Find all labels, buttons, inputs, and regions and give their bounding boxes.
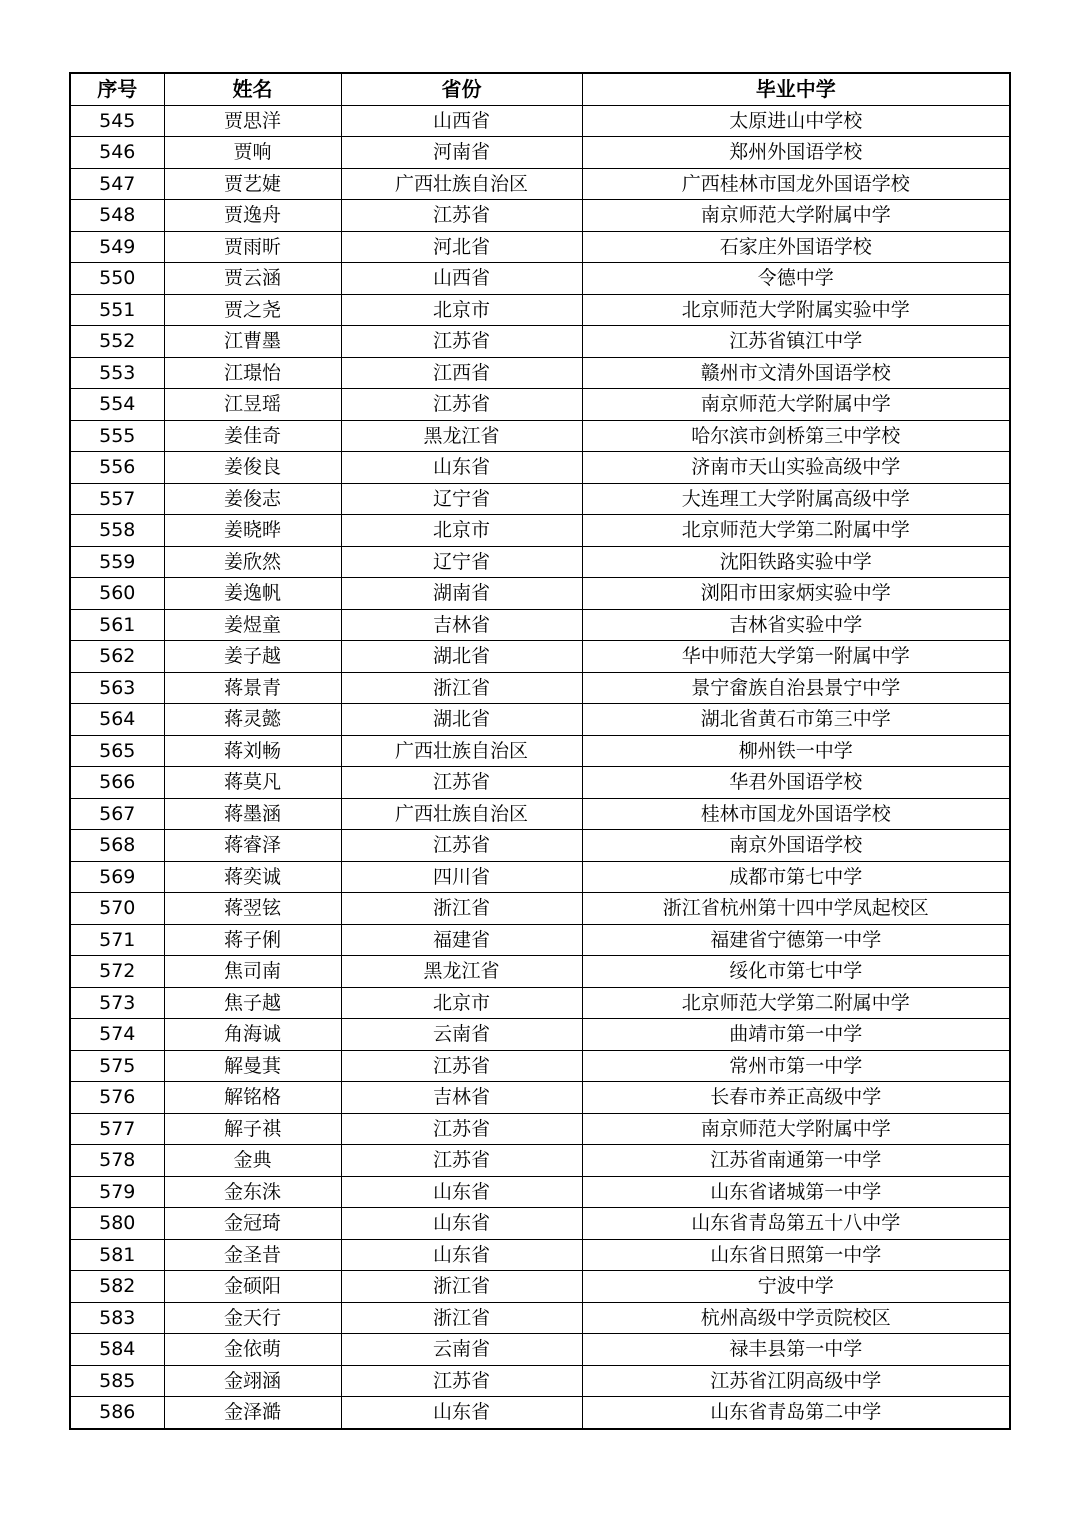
cell-name: 蒋子俐 <box>164 924 341 956</box>
cell-high-school: 太原进山中学校 <box>582 105 1010 137</box>
table-row <box>70 956 1010 988</box>
cell-name: 金泽澔 <box>164 1397 341 1429</box>
cell-high-school: 北京师范大学附属实验中学 <box>582 294 1010 326</box>
cell-province: 浙江省 <box>341 672 582 704</box>
table-row <box>70 294 1010 326</box>
cell-number: 548 <box>70 200 164 232</box>
cell-name: 角海诚 <box>164 1019 341 1051</box>
column-header-name: 姓名 <box>164 73 341 105</box>
cell-number: 560 <box>70 578 164 610</box>
cell-high-school: 常州市第一中学 <box>582 1050 1010 1082</box>
header-row <box>70 73 1010 105</box>
column-header-high-school: 毕业中学 <box>582 73 1010 105</box>
cell-province: 山东省 <box>341 452 582 484</box>
cell-name: 金依萌 <box>164 1334 341 1366</box>
cell-province: 湖南省 <box>341 578 582 610</box>
cell-name: 江璟怡 <box>164 357 341 389</box>
cell-high-school: 哈尔滨市剑桥第三中学校 <box>582 420 1010 452</box>
cell-number: 546 <box>70 137 164 169</box>
table-row <box>70 263 1010 295</box>
cell-high-school: 禄丰县第一中学 <box>582 1334 1010 1366</box>
table-row <box>70 798 1010 830</box>
cell-name: 蒋墨涵 <box>164 798 341 830</box>
cell-name: 金硕阳 <box>164 1271 341 1303</box>
cell-high-school: 广西桂林市国龙外国语学校 <box>582 168 1010 200</box>
table-row <box>70 1271 1010 1303</box>
cell-high-school: 山东省青岛第五十八中学 <box>582 1208 1010 1240</box>
cell-number: 565 <box>70 735 164 767</box>
table-row <box>70 231 1010 263</box>
cell-name: 金冠琦 <box>164 1208 341 1240</box>
table-row <box>70 1239 1010 1271</box>
cell-province: 江苏省 <box>341 830 582 862</box>
cell-province: 湖北省 <box>341 641 582 673</box>
table-body <box>70 105 1010 1429</box>
cell-province: 吉林省 <box>341 609 582 641</box>
cell-number: 553 <box>70 357 164 389</box>
cell-number: 563 <box>70 672 164 704</box>
cell-province: 北京市 <box>341 987 582 1019</box>
cell-high-school: 江苏省镇江中学 <box>582 326 1010 358</box>
cell-high-school: 长春市养正高级中学 <box>582 1082 1010 1114</box>
cell-province: 云南省 <box>341 1019 582 1051</box>
cell-high-school: 南京师范大学附属中学 <box>582 200 1010 232</box>
table-row <box>70 357 1010 389</box>
cell-province: 吉林省 <box>341 1082 582 1114</box>
cell-number: 547 <box>70 168 164 200</box>
cell-province: 广西壮族自治区 <box>341 168 582 200</box>
cell-name: 蒋刘畅 <box>164 735 341 767</box>
cell-number: 583 <box>70 1302 164 1334</box>
cell-high-school: 沈阳铁路实验中学 <box>582 546 1010 578</box>
cell-number: 582 <box>70 1271 164 1303</box>
cell-high-school: 曲靖市第一中学 <box>582 1019 1010 1051</box>
table-row <box>70 1145 1010 1177</box>
cell-high-school: 杭州高级中学贡院校区 <box>582 1302 1010 1334</box>
column-header-province: 省份 <box>341 73 582 105</box>
cell-province: 山东省 <box>341 1176 582 1208</box>
table-row <box>70 987 1010 1019</box>
cell-high-school: 成都市第七中学 <box>582 861 1010 893</box>
table-row <box>70 735 1010 767</box>
cell-name: 贾艺婕 <box>164 168 341 200</box>
table-row <box>70 578 1010 610</box>
table-row <box>70 924 1010 956</box>
table-row <box>70 767 1010 799</box>
cell-high-school: 济南市天山实验高级中学 <box>582 452 1010 484</box>
cell-number: 577 <box>70 1113 164 1145</box>
cell-number: 572 <box>70 956 164 988</box>
cell-high-school: 北京师范大学第二附属中学 <box>582 987 1010 1019</box>
cell-name: 姜煜童 <box>164 609 341 641</box>
table-row <box>70 830 1010 862</box>
cell-province: 北京市 <box>341 515 582 547</box>
table-row <box>70 452 1010 484</box>
cell-province: 四川省 <box>341 861 582 893</box>
cell-province: 山东省 <box>341 1397 582 1429</box>
table-row <box>70 168 1010 200</box>
cell-province: 江苏省 <box>341 1365 582 1397</box>
cell-name: 贾响 <box>164 137 341 169</box>
cell-province: 山东省 <box>341 1239 582 1271</box>
cell-province: 浙江省 <box>341 1271 582 1303</box>
cell-high-school: 江苏省南通第一中学 <box>582 1145 1010 1177</box>
cell-name: 焦子越 <box>164 987 341 1019</box>
cell-name: 贾之尧 <box>164 294 341 326</box>
cell-number: 585 <box>70 1365 164 1397</box>
cell-number: 557 <box>70 483 164 515</box>
cell-name: 姜佳奇 <box>164 420 341 452</box>
cell-province: 江西省 <box>341 357 582 389</box>
cell-province: 广西壮族自治区 <box>341 798 582 830</box>
table-header <box>70 73 1010 105</box>
cell-number: 555 <box>70 420 164 452</box>
cell-name: 金天行 <box>164 1302 341 1334</box>
cell-high-school: 山东省青岛第二中学 <box>582 1397 1010 1429</box>
cell-province: 江苏省 <box>341 1113 582 1145</box>
cell-name: 金东洙 <box>164 1176 341 1208</box>
cell-number: 567 <box>70 798 164 830</box>
table-row <box>70 1113 1010 1145</box>
cell-name: 姜俊良 <box>164 452 341 484</box>
cell-name: 蒋睿泽 <box>164 830 341 862</box>
cell-province: 北京市 <box>341 294 582 326</box>
cell-name: 姜俊志 <box>164 483 341 515</box>
table-row <box>70 105 1010 137</box>
cell-name: 金翊涵 <box>164 1365 341 1397</box>
cell-high-school: 华中师范大学第一附属中学 <box>582 641 1010 673</box>
cell-number: 575 <box>70 1050 164 1082</box>
cell-number: 581 <box>70 1239 164 1271</box>
cell-province: 江苏省 <box>341 767 582 799</box>
cell-number: 550 <box>70 263 164 295</box>
cell-high-school: 景宁畲族自治县景宁中学 <box>582 672 1010 704</box>
table-row <box>70 1208 1010 1240</box>
table-row <box>70 1019 1010 1051</box>
cell-number: 574 <box>70 1019 164 1051</box>
cell-province: 浙江省 <box>341 893 582 925</box>
cell-number: 551 <box>70 294 164 326</box>
cell-high-school: 福建省宁德第一中学 <box>582 924 1010 956</box>
cell-high-school: 浏阳市田家炳实验中学 <box>582 578 1010 610</box>
cell-province: 山西省 <box>341 105 582 137</box>
student-roster-table <box>69 72 1011 1430</box>
cell-number: 554 <box>70 389 164 421</box>
table-row <box>70 200 1010 232</box>
table-row <box>70 326 1010 358</box>
table-row <box>70 893 1010 925</box>
table-row <box>70 672 1010 704</box>
cell-name: 蒋莫凡 <box>164 767 341 799</box>
cell-number: 578 <box>70 1145 164 1177</box>
cell-province: 辽宁省 <box>341 483 582 515</box>
cell-high-school: 宁波中学 <box>582 1271 1010 1303</box>
cell-high-school: 南京外国语学校 <box>582 830 1010 862</box>
cell-number: 580 <box>70 1208 164 1240</box>
cell-number: 558 <box>70 515 164 547</box>
table-row <box>70 609 1010 641</box>
cell-name: 金圣昔 <box>164 1239 341 1271</box>
cell-name: 解铭格 <box>164 1082 341 1114</box>
cell-province: 江苏省 <box>341 326 582 358</box>
cell-high-school: 吉林省实验中学 <box>582 609 1010 641</box>
cell-number: 566 <box>70 767 164 799</box>
table-row <box>70 1365 1010 1397</box>
cell-name: 贾思洋 <box>164 105 341 137</box>
cell-number: 564 <box>70 704 164 736</box>
cell-high-school: 柳州铁一中学 <box>582 735 1010 767</box>
cell-number: 579 <box>70 1176 164 1208</box>
table-row <box>70 861 1010 893</box>
cell-province: 山东省 <box>341 1208 582 1240</box>
cell-high-school: 赣州市文清外国语学校 <box>582 357 1010 389</box>
table-row <box>70 137 1010 169</box>
cell-high-school: 南京师范大学附属中学 <box>582 1113 1010 1145</box>
cell-number: 562 <box>70 641 164 673</box>
cell-name: 解曼萁 <box>164 1050 341 1082</box>
cell-name: 姜子越 <box>164 641 341 673</box>
cell-high-school: 江苏省江阴高级中学 <box>582 1365 1010 1397</box>
cell-number: 569 <box>70 861 164 893</box>
cell-name: 解子祺 <box>164 1113 341 1145</box>
cell-province: 江苏省 <box>341 1050 582 1082</box>
table-row <box>70 641 1010 673</box>
table-row <box>70 704 1010 736</box>
cell-number: 584 <box>70 1334 164 1366</box>
cell-number: 549 <box>70 231 164 263</box>
cell-name: 江曹墨 <box>164 326 341 358</box>
table-row <box>70 1050 1010 1082</box>
cell-high-school: 郑州外国语学校 <box>582 137 1010 169</box>
table-row <box>70 1302 1010 1334</box>
cell-name: 蒋景青 <box>164 672 341 704</box>
cell-number: 576 <box>70 1082 164 1114</box>
cell-name: 金典 <box>164 1145 341 1177</box>
cell-province: 山西省 <box>341 263 582 295</box>
cell-high-school: 绥化市第七中学 <box>582 956 1010 988</box>
cell-high-school: 北京师范大学第二附属中学 <box>582 515 1010 547</box>
cell-province: 黑龙江省 <box>341 956 582 988</box>
cell-high-school: 山东省日照第一中学 <box>582 1239 1010 1271</box>
cell-name: 贾云涵 <box>164 263 341 295</box>
cell-high-school: 南京师范大学附属中学 <box>582 389 1010 421</box>
cell-number: 561 <box>70 609 164 641</box>
cell-name: 姜逸帆 <box>164 578 341 610</box>
table-row <box>70 1176 1010 1208</box>
cell-name: 贾雨昕 <box>164 231 341 263</box>
cell-name: 蒋奕诚 <box>164 861 341 893</box>
cell-province: 河南省 <box>341 137 582 169</box>
cell-high-school: 华君外国语学校 <box>582 767 1010 799</box>
column-header-number: 序号 <box>70 73 164 105</box>
cell-province: 黑龙江省 <box>341 420 582 452</box>
cell-province: 广西壮族自治区 <box>341 735 582 767</box>
cell-high-school: 大连理工大学附属高级中学 <box>582 483 1010 515</box>
cell-name: 焦司南 <box>164 956 341 988</box>
cell-number: 571 <box>70 924 164 956</box>
cell-number: 545 <box>70 105 164 137</box>
cell-number: 552 <box>70 326 164 358</box>
table-row <box>70 420 1010 452</box>
cell-number: 573 <box>70 987 164 1019</box>
cell-name: 蒋翌铉 <box>164 893 341 925</box>
cell-number: 556 <box>70 452 164 484</box>
table-row <box>70 483 1010 515</box>
cell-province: 云南省 <box>341 1334 582 1366</box>
cell-name: 姜晓晔 <box>164 515 341 547</box>
cell-name: 姜欣然 <box>164 546 341 578</box>
cell-number: 559 <box>70 546 164 578</box>
cell-name: 江昱瑶 <box>164 389 341 421</box>
table-row <box>70 1334 1010 1366</box>
cell-province: 江苏省 <box>341 200 582 232</box>
table-row <box>70 1082 1010 1114</box>
cell-number: 586 <box>70 1397 164 1429</box>
table-row <box>70 1397 1010 1429</box>
table-row <box>70 546 1010 578</box>
cell-high-school: 浙江省杭州第十四中学凤起校区 <box>582 893 1010 925</box>
cell-province: 辽宁省 <box>341 546 582 578</box>
table-row <box>70 515 1010 547</box>
cell-province: 浙江省 <box>341 1302 582 1334</box>
cell-high-school: 石家庄外国语学校 <box>582 231 1010 263</box>
cell-number: 570 <box>70 893 164 925</box>
cell-province: 湖北省 <box>341 704 582 736</box>
table-row <box>70 389 1010 421</box>
cell-high-school: 令德中学 <box>582 263 1010 295</box>
cell-high-school: 山东省诸城第一中学 <box>582 1176 1010 1208</box>
cell-number: 568 <box>70 830 164 862</box>
cell-province: 河北省 <box>341 231 582 263</box>
cell-high-school: 湖北省黄石市第三中学 <box>582 704 1010 736</box>
cell-province: 江苏省 <box>341 1145 582 1177</box>
cell-name: 蒋灵懿 <box>164 704 341 736</box>
cell-high-school: 桂林市国龙外国语学校 <box>582 798 1010 830</box>
cell-province: 江苏省 <box>341 389 582 421</box>
cell-province: 福建省 <box>341 924 582 956</box>
cell-name: 贾逸舟 <box>164 200 341 232</box>
